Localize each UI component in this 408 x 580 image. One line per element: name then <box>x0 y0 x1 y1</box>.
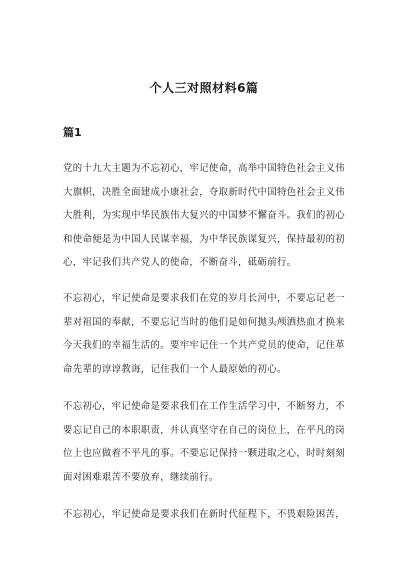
paragraph-2 <box>63 287 348 381</box>
paragraph-line: 心，牢记我们共产党人的使命，不断奋斗，砥砺前行。 <box>63 257 297 268</box>
paragraph-line: 要忘记自己的本职职责，并认真坚守在自己的岗位上，在平凡的岗 <box>63 424 346 436</box>
paragraph-line: 辈对祖国的奉献，不要忘记当时的他们是如何抛头颅洒热血才换来 <box>63 316 346 328</box>
paragraph-line: 和使命便是为中国人民谋幸福，为中华民族谋复兴，保持最初的初 <box>63 233 346 245</box>
paragraph-line: 命先辈的谆谆教诲，记住我们一个人最原始的初心。 <box>63 363 287 375</box>
paragraph-line: 不忘初心，牢记使命是要求我们在党的岁月长河中，不要忘记老一 <box>63 293 346 304</box>
paragraph-line: 不忘初心，牢记使命是要求我们在工作生活学习中，不断努力，不 <box>63 401 346 412</box>
paragraph-line: 今天我们的幸福生活的。要牢牢记住一个共产党员的使命，记住革 <box>63 340 346 351</box>
paragraph-4 <box>63 503 348 527</box>
paragraph-line: 党的十九大主题为不忘初心，牢记使命，高举中国特色社会主义伟 <box>63 163 346 174</box>
paragraph-line: 位上也应做着不平凡的事。不要忘记保持一颗进取之心，时时刻刻 <box>63 448 346 459</box>
paragraph-3 <box>63 395 348 489</box>
document-title: 个人三对照材料6篇 <box>149 81 259 95</box>
paragraph-line: 大旗帜，决胜全面建成小康社会，夺取新时代中国特色社会主义伟 <box>63 186 346 198</box>
section-label: 篇1 <box>63 126 82 139</box>
paragraph-line: 大胜利，为实现中华民族伟大复兴的中国梦不懈奋斗。我们的初心 <box>63 210 346 221</box>
paragraph-line: 不忘初心，牢记使命是要求我们在新时代征程下，不畏艰险困苦， <box>63 509 346 520</box>
paragraph-line: 面对困难艰苦不要放弃，继续前行。 <box>63 471 219 483</box>
paragraph-1 <box>63 157 348 275</box>
